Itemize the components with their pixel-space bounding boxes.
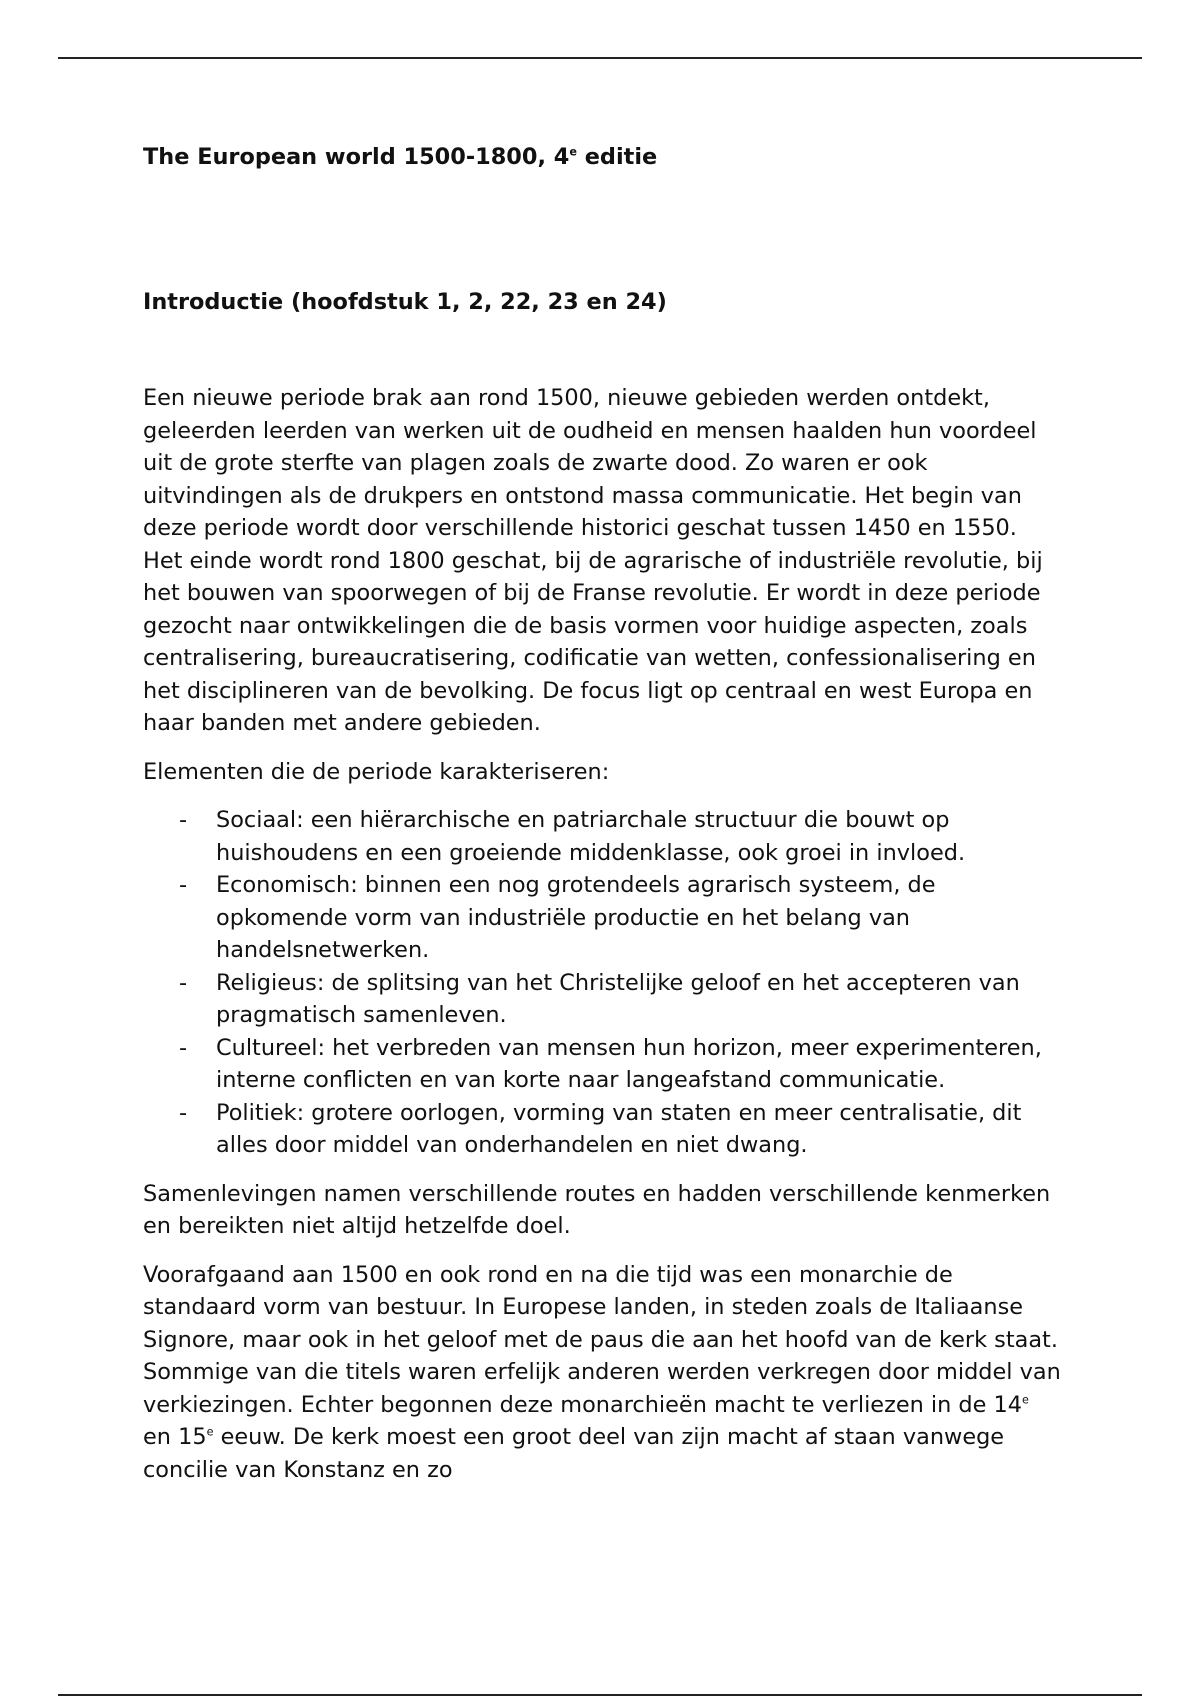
characteristics-list [143, 804, 1063, 1162]
bullet-dash: - [179, 969, 188, 996]
list-item: - Sociaal: een hiërarchische en patriarchale structuur die bouwt op huishoudens en een groeiende middenklasse, ook groei in invloed. [143, 804, 1063, 869]
document-title: The European world 1500-1800, 4e editie [143, 144, 658, 170]
section-heading: Introductie (hoofdstuk 1, 2, 22, 23 en 24) [143, 289, 667, 315]
bullet-dash: - [179, 1034, 188, 1061]
title-superscript: e [569, 145, 577, 159]
routes-paragraph: Samenlevingen namen verschillende routes en hadden verschillende kenmerken en bereikten niet altijd hetzelfde doel. [143, 1180, 1051, 1239]
elements-intro: Elementen die de periode karakteriseren: [143, 758, 610, 785]
list-item: - Religieus: de splitsing van het Christelijke geloof en het accepteren van pragmatisch samenleven. [143, 967, 1063, 1032]
list-item: - Cultureel: het verbreden van mensen hun horizon, meer experimenteren, interne conflicten en van korte naar langeafstand communicatie. [143, 1032, 1063, 1097]
bullet-dash: - [179, 1099, 188, 1126]
footer-rule [58, 1694, 1142, 1696]
document-page [143, 138, 1063, 1486]
list-item: - Politiek: grotere oorlogen, vorming van staten en meer centralisatie, dit alles door middel van onderhandelen en niet dwang. [143, 1097, 1063, 1162]
bullet-dash: - [179, 807, 188, 833]
list-item: - Economisch: binnen een nog grotendeels agrarisch systeem, de opkomende vorm van industriële productie en het belang van handelsnetwerken. [143, 869, 1063, 967]
intro-paragraph: Een nieuwe periode brak aan rond 1500, nieuwe gebieden werden ontdekt, geleerden leerden van werken uit de oudheid en mensen haalden hun voordeel uit de grote sterfte van plagen zoals de zwarte dood. Zo waren er ook uitvindingen als de drukpers en ontstond massa communicatie. Het begin van deze periode wordt door verschillende historici geschat tussen 1450 en 1550. Het einde wordt rond 1800 geschat, bij de agrarische of industriële revolutie, bij het bouwen van spoorwegen of bij de Franse revolutie. Er wordt in deze periode gezocht naar ontwikkelingen die de basis vormen voor huidige aspecten, zoals centralisering, bureaucratisering, codificatie van wetten, confessionalisering en het disciplineren van de bevolking. De focus ligt op centraal en west Europa en haar banden met andere gebieden. [143, 385, 1043, 736]
monarchy-paragraph: Voorafgaand aan 1500 en ook rond en na die tijd was een monarchie de standaard vorm van bestuur. In Europese landen, in steden zoals de Italiaanse Signore, maar ook in het geloof met de paus die aan het hoofd van de kerk staat. Sommige van die titels waren erfelijk anderen werden verkregen door middel van verkiezingen. Echter begonnen deze monarchieën macht te verliezen in de 14e en 15e eeuw. De kerk moest een groot deel van zijn macht af staan vanwege concilie van Konstanz en zo [143, 1261, 1061, 1483]
header-rule [58, 57, 1142, 59]
bullet-dash: - [179, 872, 188, 898]
